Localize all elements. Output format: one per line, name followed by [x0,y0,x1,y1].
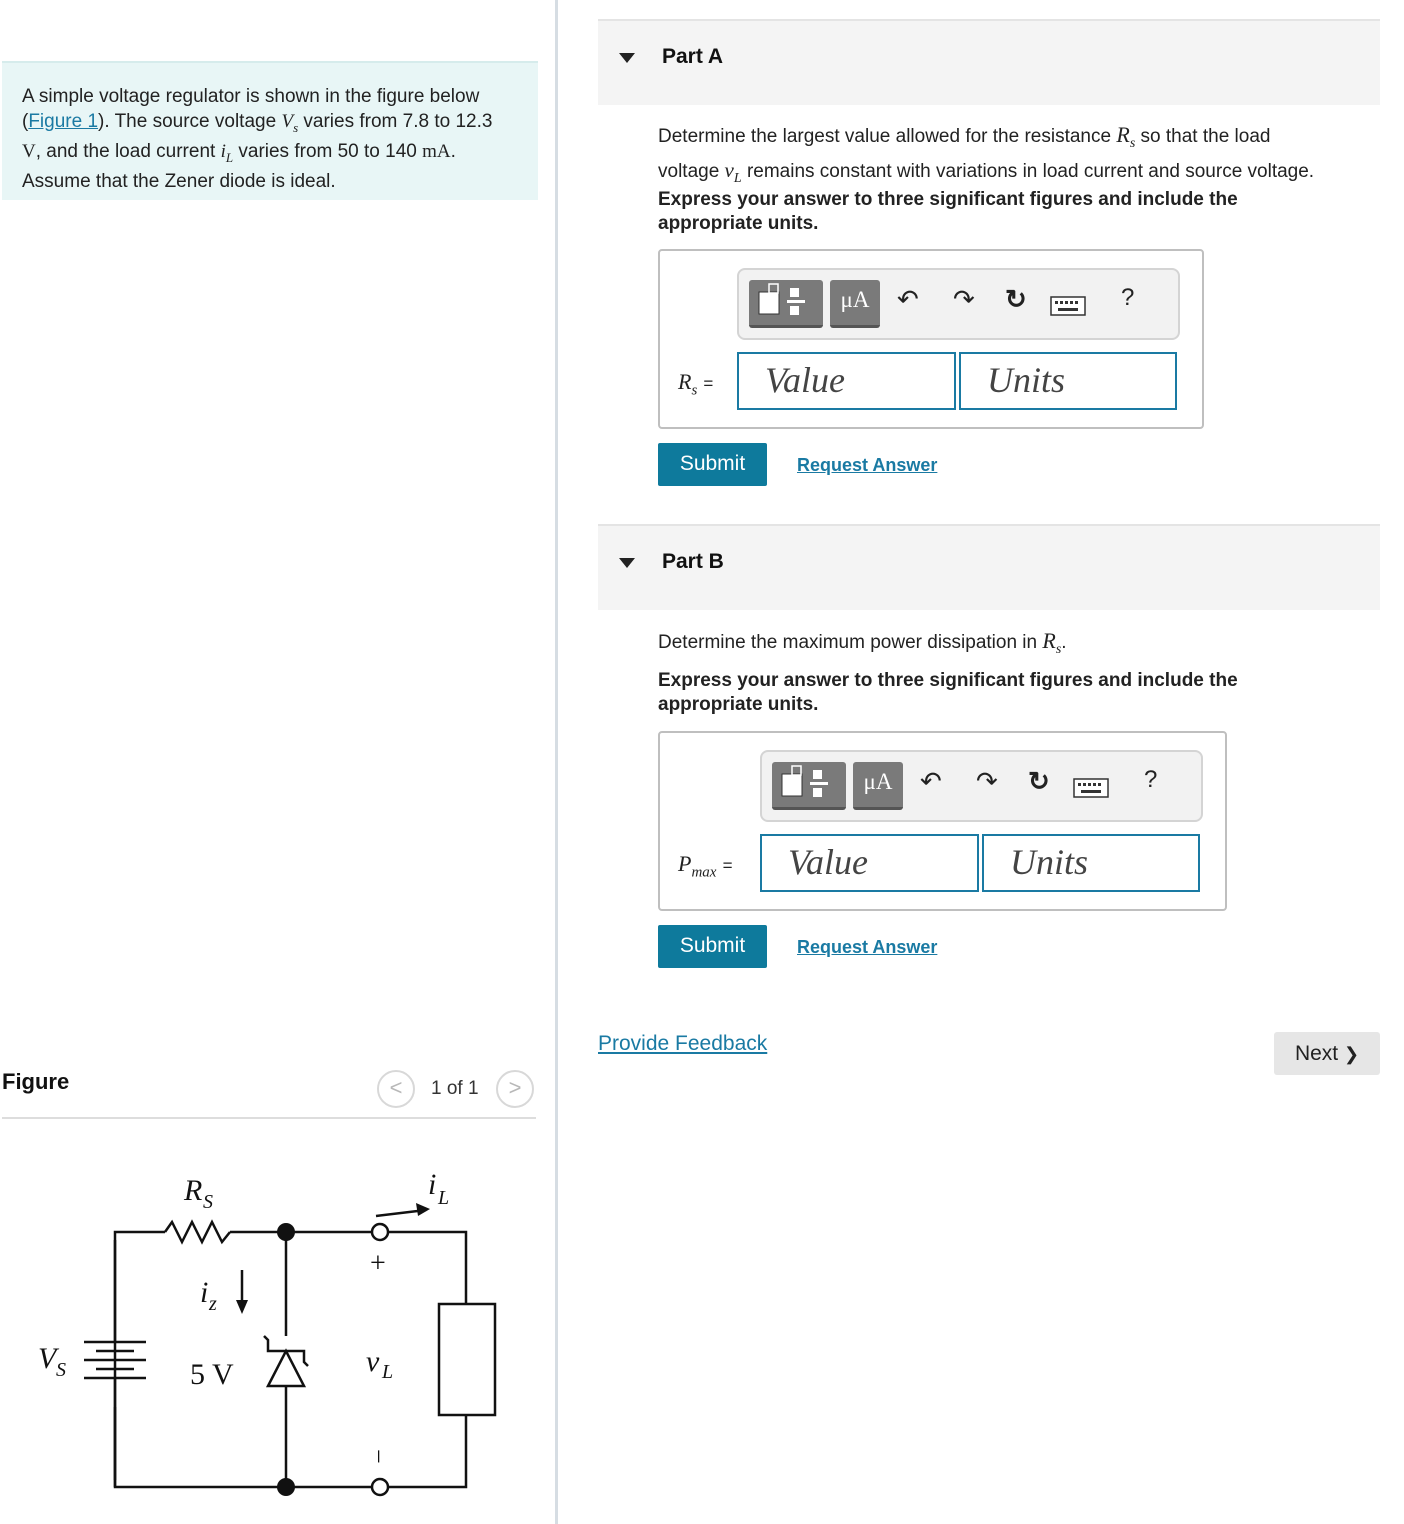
il-label: i [428,1168,437,1201]
svg-text:L: L [438,1187,450,1209]
help-icon[interactable]: ? [1144,766,1158,793]
part-b-question: Determine the maximum power dissipation in $R_s$. [658,628,1067,657]
redo-icon[interactable]: ↷ [976,766,998,796]
part-b-submit-button[interactable]: Submit [658,925,767,968]
mu-a-icon: μA [863,769,893,794]
part-a-instructions: Express your answer to three significant figures and include the appropriate units. [658,189,1238,234]
part-a-header[interactable] [598,19,1380,105]
mu-a-icon: μA [840,287,870,312]
collapse-triangle-icon [619,53,635,63]
plus-label: + [370,1248,386,1279]
template-icon [749,280,823,324]
reset-icon[interactable]: ↻ [1005,284,1027,314]
part-b-instructions: Express your answer to three significant figures and include the appropriate units. [658,670,1238,715]
rs-label: R [184,1174,203,1207]
iz-label: i [200,1276,209,1309]
part-a-value-input[interactable]: Value [737,352,956,410]
next-button[interactable]: Next ❯ [1274,1032,1380,1075]
part-b-title: Part B [662,550,724,573]
part-a-units-input[interactable]: Units [959,352,1177,410]
part-a-question: Determine the largest value allowed for the resistance $R_s$ so that the load voltage $v_L$ remains constant with variations in load current and source voltage. [658,122,1315,186]
problem-statement: A simple voltage regulator is shown in the figure below (Figure 1). The source voltage $V_s$ varies from 7.8 to 12.3 V, and the load current $i_L$ varies from 50 to 140 mA. Assume that the Zener diode is ideal. [2,61,538,200]
chevron-right-icon: ❯ [1343,1044,1360,1064]
units-button[interactable] [853,762,903,810]
figure-title: Figure [2,1069,70,1094]
svg-text:S: S [203,1191,213,1213]
vl-label: v [366,1345,380,1378]
figure-link[interactable]: Figure 1 [28,110,99,132]
svg-text:L: L [382,1361,394,1383]
reset-icon[interactable]: ↻ [1028,766,1050,796]
figure-next-button[interactable] [496,1070,534,1108]
part-b-header[interactable] [598,524,1380,610]
part-a-variable-label: $R_s$ = [678,369,714,399]
part-a-title: Part A [662,45,724,68]
keyboard-icon[interactable] [1050,292,1086,323]
part-b-toolbar [760,750,1203,822]
figure-count: 1 of 1 [431,1078,479,1099]
template-button[interactable] [772,762,846,810]
minus-label: − [364,1449,393,1464]
chevron-left-icon: < [389,1075,403,1100]
figure-prev-button[interactable] [377,1070,415,1108]
keyboard-icon[interactable] [1073,774,1109,805]
vs-label: V [38,1342,57,1375]
undo-icon[interactable]: ↶ [920,766,942,796]
part-a-request-answer-link[interactable]: Request Answer [797,455,938,475]
zener-label: 5 V [190,1358,234,1391]
undo-icon[interactable]: ↶ [897,284,919,314]
part-b-value-input[interactable]: Value [760,834,979,892]
part-a-answer-box [658,249,1204,429]
collapse-triangle-icon [619,558,635,568]
help-icon[interactable]: ? [1121,284,1135,311]
part-b-variable-label: $P_{max}$ = [678,851,733,881]
template-icon [772,762,846,806]
part-a-toolbar [737,268,1180,340]
chevron-right-icon: > [508,1075,522,1100]
svg-text:z: z [209,1293,217,1315]
template-button[interactable] [749,280,823,328]
figure-divider [2,1117,536,1119]
part-b-units-input[interactable]: Units [982,834,1200,892]
panel-divider[interactable] [555,0,558,1524]
part-a-submit-button[interactable]: Submit [658,443,767,486]
units-button[interactable] [830,280,880,328]
provide-feedback-link[interactable]: Provide Feedback [598,1032,768,1055]
svg-text:S: S [56,1359,66,1381]
part-b-request-answer-link[interactable]: Request Answer [797,937,938,957]
circuit-diagram [0,1130,540,1524]
redo-icon[interactable]: ↷ [953,284,975,314]
part-b-answer-box [658,731,1227,911]
